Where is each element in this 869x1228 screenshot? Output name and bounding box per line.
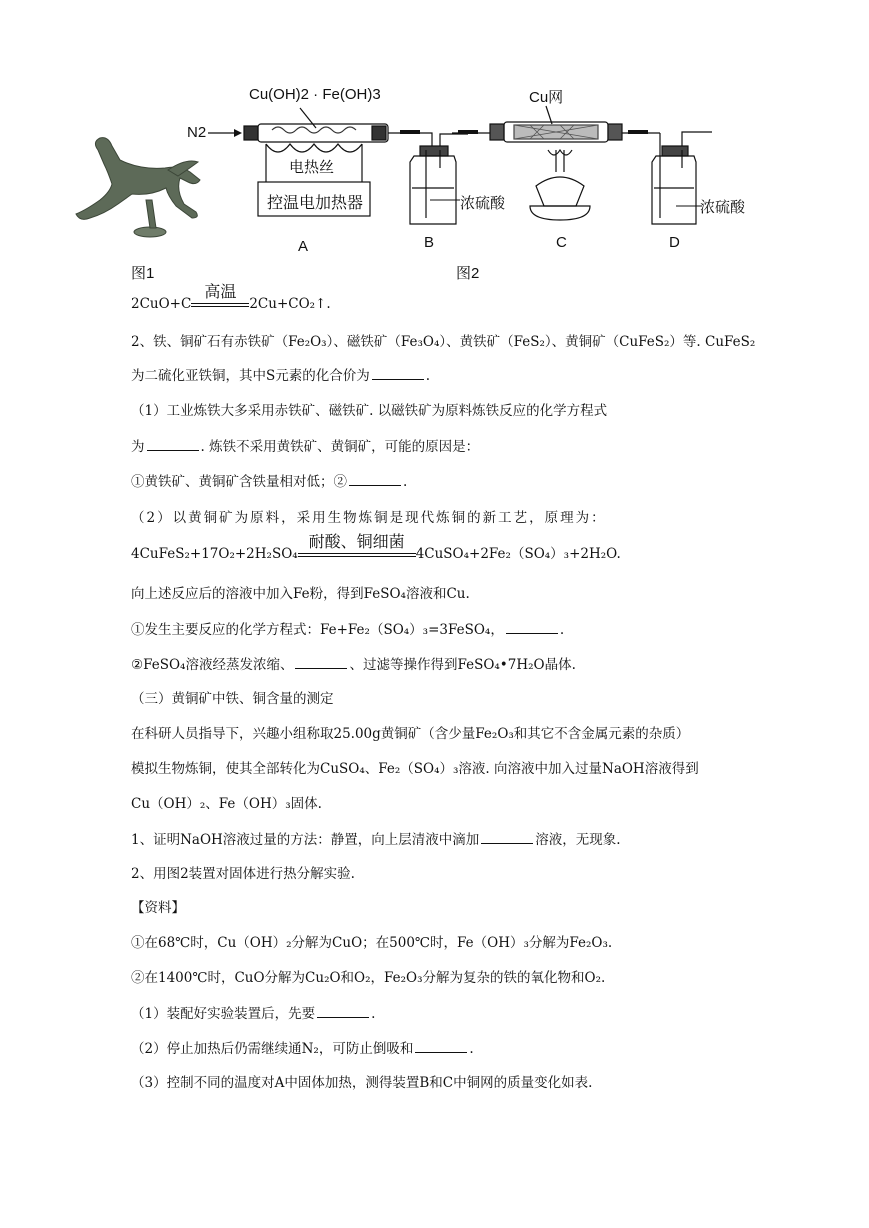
answer-blank[interactable] — [481, 829, 533, 844]
text-fragment: . — [371, 1006, 376, 1022]
bronze-horse-image — [76, 138, 200, 237]
text-line — [131, 471, 407, 492]
text-line: （1）工业炼铁大多采用赤铁矿、磁铁矿. 以磁铁矿为原料炼铁反应的化学方程式 — [131, 403, 608, 419]
label-a: A — [298, 238, 309, 255]
text-fragment: . 炼铁不采用黄铁矿、黄铜矿，可能的原因是： — [200, 439, 480, 455]
text-fragment: . — [425, 368, 431, 384]
text-line: 2、用图2装置对固体进行热分解实验. — [131, 866, 355, 882]
fig1-caption: 图1 — [131, 265, 155, 282]
heating-wire-label: 电热丝 — [289, 159, 335, 176]
eq2-condition: 耐酸、铜细菌 — [308, 534, 405, 551]
heater-box-label: 控温电加热器 — [267, 195, 364, 212]
eq1-right: 2Cu+CO₂↑. — [249, 296, 331, 312]
text-line — [131, 619, 564, 640]
text-fragment: . — [469, 1041, 474, 1057]
eq2-left: 4CuFeS₂+17O₂+2H₂SO₄ — [131, 546, 298, 562]
text-fragment: 、过滤等操作得到FeSO₄•7H₂O晶体. — [349, 657, 576, 673]
text-line: ①在68℃时，Cu（OH）₂分解为CuO；在500℃时，Fe（OH）₃分解为Fe₂O₃. — [131, 935, 613, 951]
text-line: Cu（OH）₂、Fe（OH）₃固体. — [131, 796, 322, 812]
text-fragment: （1）装配好实验装置后，先要 — [131, 1006, 316, 1022]
text-fragment: （2）停止加热后仍需继续通N₂，可防止倒吸和 — [131, 1041, 414, 1057]
figure-area — [0, 0, 869, 290]
label-c: C — [556, 234, 567, 251]
text-fragment: . — [559, 622, 565, 638]
text-line — [131, 1003, 375, 1024]
tube-a-label: Cu(OH)2 · Fe(OH)3 — [249, 86, 381, 103]
answer-blank[interactable] — [295, 654, 347, 669]
answer-blank[interactable] — [415, 1038, 467, 1053]
text-fragment: 溶液，无现象. — [535, 832, 621, 848]
text-line: 2、铁、铜矿石有赤铁矿（Fe₂O₃）、磁铁矿（Fe₃O₄）、黄铁矿（FeS₂）、黄铜矿（CuFeS₂）等. CuFeS₂ — [131, 334, 756, 350]
text-fragment: . — [403, 474, 408, 490]
section-heading: （三）黄铜矿中铁、铜含量的测定 — [131, 691, 334, 707]
apparatus-diagram — [0, 0, 869, 290]
label-b: B — [424, 234, 435, 251]
text-line — [131, 1038, 474, 1059]
text-fragment: ②FeSO₄溶液经蒸发浓缩、 — [131, 657, 294, 673]
text-fragment: ①黄铁矿、黄铜矿含铁量相对低；② — [131, 474, 347, 490]
answer-blank[interactable] — [349, 471, 401, 486]
acid-d-label: 浓硫酸 — [700, 199, 746, 216]
label-d: D — [669, 234, 680, 251]
answer-blank[interactable] — [506, 619, 558, 634]
text-fragment: 1、证明NaOH溶液过量的方法：静置，向上层清液中滴加 — [131, 832, 480, 848]
equation-line-2 — [131, 534, 621, 564]
answer-blank[interactable] — [147, 436, 199, 451]
acid-b-label: 浓硫酸 — [460, 195, 506, 212]
text-line — [131, 365, 430, 386]
text-fragment: ①发生主要反应的化学方程式：Fe+Fe₂（SO₄）₃=3FeSO₄， — [131, 622, 504, 638]
text-line: （3）控制不同的温度对A中固体加热，测得装置B和C中铜网的质量变化如表. — [131, 1075, 593, 1091]
text-line — [131, 654, 576, 675]
equation-line-1 — [131, 284, 331, 314]
eq2-right: 4CuSO₄+2Fe₂（SO₄）₃+2H₂O. — [415, 546, 621, 562]
text-line: 在科研人员指导下，兴趣小组称取25.00g黄铜矿（含少量Fe₂O₃和其它不含金属元素的杂质） — [131, 726, 690, 742]
text-line: ②在1400℃时，CuO分解为Cu₂O和O₂，Fe₂O₃分解为复杂的铁的氧化物和O₂. — [131, 970, 606, 986]
tube-c — [490, 106, 622, 220]
text-line — [131, 436, 479, 457]
fig2-caption: 图2 — [456, 265, 480, 282]
answer-blank[interactable] — [317, 1003, 369, 1018]
n2-label: N2 — [187, 124, 207, 141]
text-line: 向上述反应后的溶液中加入Fe粉，得到FeSO₄溶液和Cu. — [131, 586, 470, 602]
eq1-condition: 高温 — [204, 284, 237, 301]
text-line — [131, 829, 621, 850]
answer-blank[interactable] — [372, 365, 424, 380]
text-fragment: 为二硫化亚铁铜，其中S元素的化合价为 — [131, 368, 370, 384]
text-line: （2）以黄铜矿为原料，采用生物炼铜是现代炼铜的新工艺，原理为： — [131, 510, 607, 526]
material-heading: 【资料】 — [131, 900, 185, 916]
eq1-left: 2CuO+C — [131, 296, 192, 312]
text-line: 模拟生物炼铜，使其全部转化为CuSO₄、Fe₂（SO₄）₃溶液. 向溶液中加入过量NaOH溶液得到 — [131, 761, 699, 777]
text-fragment: 为 — [131, 439, 145, 455]
cu-mesh-label: Cu网 — [529, 89, 564, 106]
